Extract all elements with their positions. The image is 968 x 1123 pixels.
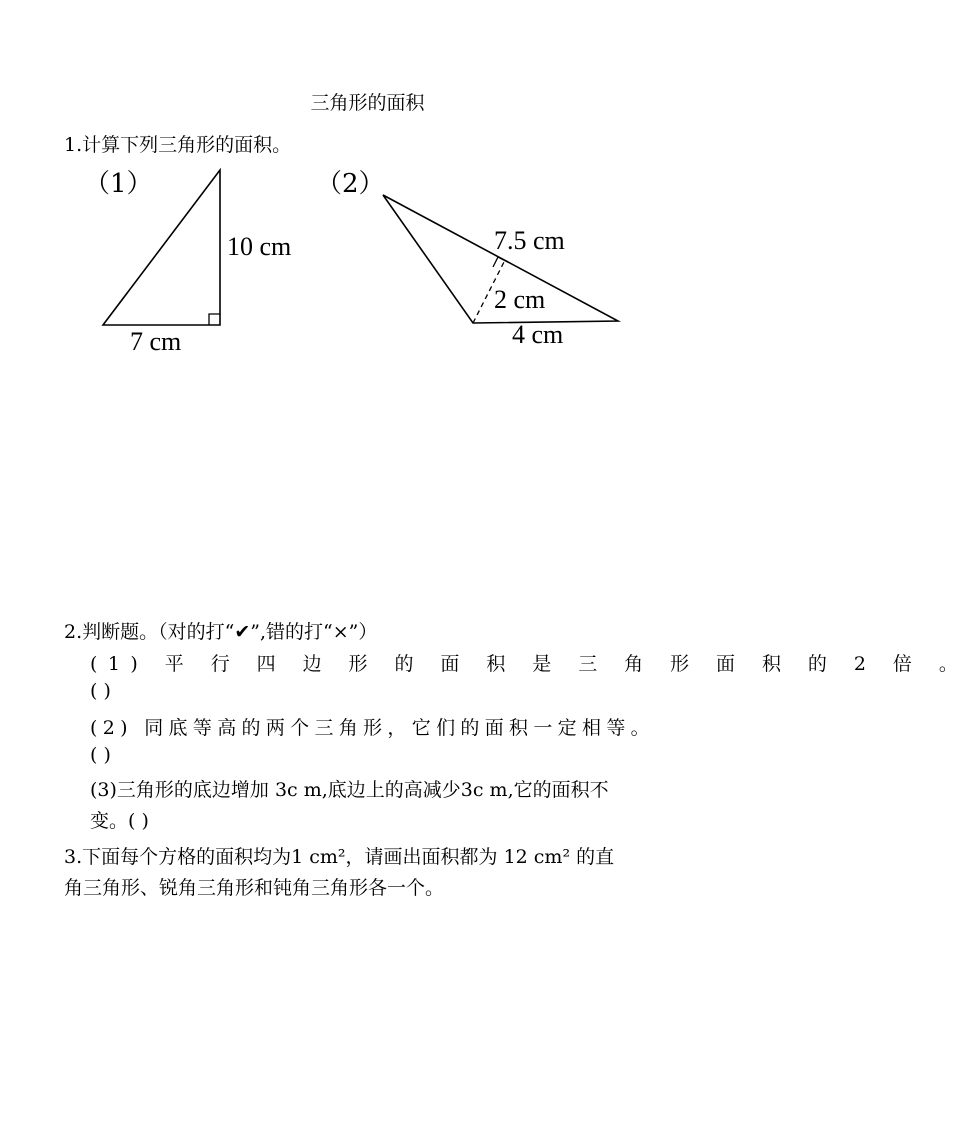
side-label: 7.5 cm xyxy=(494,226,565,255)
height-label: 10 cm xyxy=(227,232,292,261)
base-label: 7 cm xyxy=(130,327,182,356)
question-3-line-1: 3.下面每个方格的面积均为1 cm²，请画出面积都为 12 cm² 的直 xyxy=(64,846,615,868)
figure-2-label: （2） xyxy=(316,169,385,199)
judge-item-1: (1) 平 行 四 边 形 的 面 积 是 三 角 形 面 积 的 2 倍 。 xyxy=(90,653,968,675)
question-2: 2.判断题。（对的打“✔”,错的打“×”） xyxy=(64,621,378,643)
right-angle-marker xyxy=(209,314,220,325)
base-label: 4 cm xyxy=(512,320,564,349)
page-title: 三角形的面积 xyxy=(310,92,425,114)
judge-item-3: (3)三角形的底边增加 3c m,底边上的高减少3c m,它的面积不 xyxy=(90,779,609,801)
question-3-line-2: 角三角形、锐角三角形和钝角三角形各一个。 xyxy=(64,877,445,899)
answer-blank-1: ( ) xyxy=(90,680,111,702)
answer-blank-3: 变。( ) xyxy=(90,810,149,832)
height-label: 2 cm xyxy=(494,285,546,314)
figure-1-label: （1） xyxy=(84,169,153,199)
right-angle-marker xyxy=(493,257,508,267)
question-1: 1.计算下列三角形的面积。 xyxy=(64,134,292,156)
judge-item-2: (2) 同底等高的两个三角形，它们的面积一定相等。 xyxy=(90,717,655,739)
answer-blank-2: ( ) xyxy=(90,744,111,766)
